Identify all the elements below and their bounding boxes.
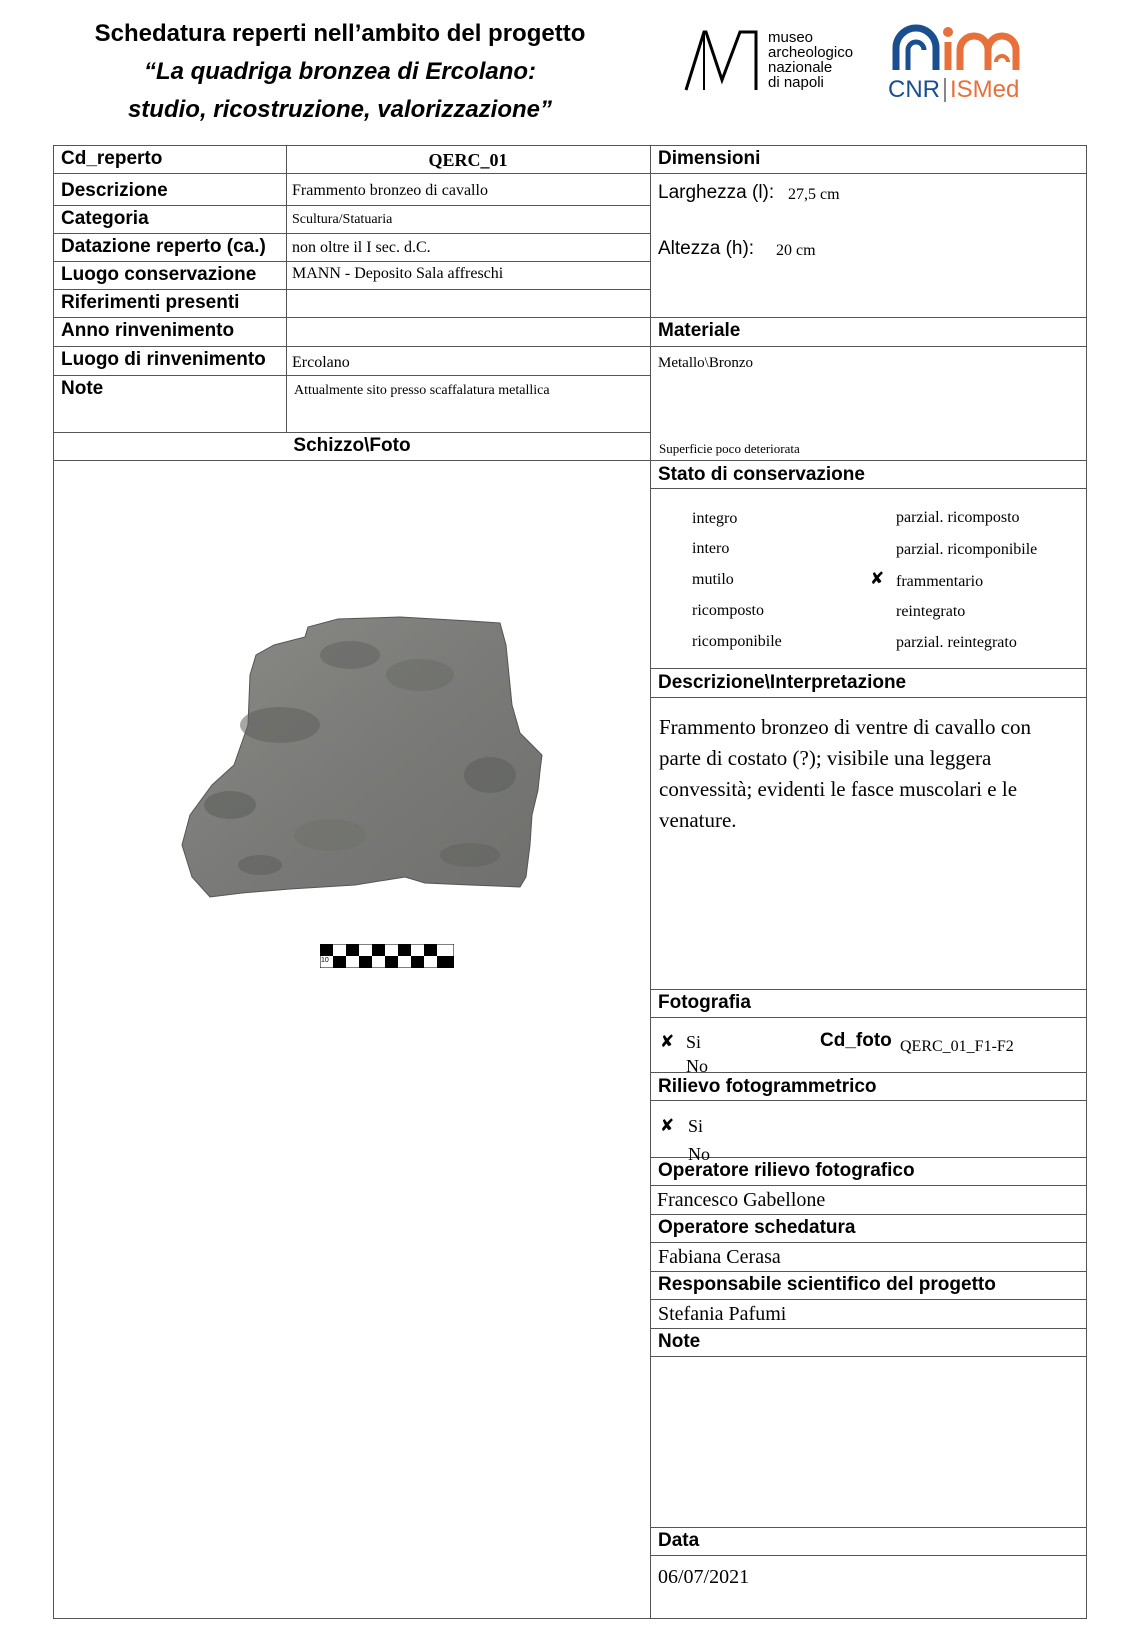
note-left-label: Note (61, 378, 104, 399)
museo-logo-line-2: archeologico (768, 44, 854, 61)
desc-line-4: venature. (659, 808, 737, 832)
anno-rinvenimento-label: Anno rinvenimento (61, 320, 235, 341)
dimensioni-label: Dimensioni (658, 148, 761, 169)
stato-parzial-ricomposto: parzial. ricomposto (896, 509, 1020, 526)
header-title-line-2: “La quadriga bronzea di Ercolano: (143, 58, 537, 85)
materiale-label: Materiale (658, 320, 741, 341)
note-right-label: Note (658, 1331, 701, 1352)
responsabile-value: Stefania Pafumi (658, 1303, 787, 1325)
logo-divider (944, 78, 946, 102)
museo-logo-line-1: museo (768, 29, 814, 46)
header-title-line-1: Schedatura reperti nell’ambito del progetto (94, 20, 586, 47)
descrizione-value: Frammento bronzeo di cavallo (292, 182, 488, 199)
operatore-rilievo-label: Operatore rilievo fotografico (658, 1160, 915, 1181)
data-value: 06/07/2021 (658, 1566, 750, 1588)
ismed-logo-text: ISMed (950, 76, 1020, 103)
operatore-schedatura-label: Operatore schedatura (658, 1217, 856, 1238)
data-label: Data (658, 1530, 700, 1551)
stato-ricomponibile: ricomponibile (692, 633, 782, 650)
stato-integro: integro (692, 510, 738, 527)
museo-logo-line-4: di napoli (768, 74, 824, 91)
datazione-value: non oltre il I sec. d.C. (292, 239, 431, 256)
rilievo-no: No (688, 1144, 710, 1164)
categoria-value: Scultura/Statuaria (292, 212, 393, 227)
scale-bar (320, 944, 454, 968)
frammentario-checkmark-icon[interactable]: ✘ (870, 569, 885, 589)
operatore-schedatura-value: Fabiana Cerasa (658, 1246, 781, 1268)
materiale-value: Metallo\Bronzo (658, 355, 753, 371)
scale-number: 10 (321, 957, 329, 964)
header-title-line-3: studio, ricostruzione, valorizzazione” (127, 96, 553, 123)
larghezza-label: Larghezza (l): (658, 182, 775, 203)
luogo-rinvenimento-value: Ercolano (292, 354, 350, 371)
cnr-ismed-logo (888, 22, 1048, 104)
stato-label: Stato di conservazione (658, 464, 865, 485)
altezza-label: Altezza (h): (658, 238, 755, 259)
stato-ricomposto: ricomposto (692, 602, 764, 619)
rilievo-si-checkmark-icon[interactable]: ✘ (660, 1116, 675, 1136)
desc-line-3: convessità; evidenti le fasce muscolari e le (659, 777, 1018, 801)
cd-foto-label: Cd_foto (820, 1030, 892, 1051)
fotografia-no: No (686, 1056, 708, 1076)
stato-parzial-ricomponibile: parzial. ricomponibile (896, 541, 1038, 558)
responsabile-label: Responsabile scientifico del progetto (658, 1274, 996, 1295)
fotografia-si: Si (686, 1032, 702, 1052)
cd-reperto-label: Cd_reperto (61, 148, 163, 169)
stato-intero: intero (692, 540, 730, 557)
museo-logo (682, 28, 872, 98)
cnr-logo-text: CNR (888, 76, 940, 103)
descrizione-interpretazione-text (659, 712, 1031, 836)
luogo-conservazione-label: Luogo conservazione (61, 264, 257, 285)
scale-unit: cm (347, 957, 357, 964)
operatore-rilievo-value: Francesco Gabellone (657, 1189, 826, 1211)
stato-mutilo: mutilo (692, 571, 734, 588)
rilievo-si: Si (688, 1116, 704, 1136)
stato-reintegrato: reintegrato (896, 603, 966, 620)
descrizione-interpretazione-label: Descrizione\Interpretazione (658, 672, 907, 693)
rilievo-label: Rilievo fotogrammetrico (658, 1076, 877, 1097)
datazione-label: Datazione reperto (ca.) (61, 236, 266, 257)
larghezza-value: 27,5 cm (788, 186, 840, 203)
note-left-value: Attualmente sito presso scaffalatura metallica (294, 383, 550, 398)
riferimenti-label: Riferimenti presenti (61, 292, 240, 313)
museo-logo-line-3: nazionale (768, 59, 833, 76)
museo-m-icon (682, 28, 762, 94)
categoria-label: Categoria (61, 208, 149, 229)
desc-line-2: parte di costato (?); visibile una leggera (659, 746, 992, 770)
altezza-value: 20 cm (776, 242, 816, 259)
cd-reperto-value: QERC_01 (428, 150, 508, 170)
luogo-conservazione-value: MANN - Deposito Sala affreschi (292, 265, 504, 282)
cnr-ismed-mark-icon (888, 22, 1048, 77)
luogo-rinvenimento-label: Luogo di rinvenimento (61, 349, 266, 370)
descrizione-label: Descrizione (61, 180, 168, 201)
desc-line-1: Frammento bronzeo di ventre di cavallo con (659, 715, 1032, 739)
cd-foto-value: QERC_01_F1-F2 (900, 1038, 1014, 1055)
schizzo-foto-label: Schizzo\Foto (293, 435, 411, 456)
stato-parzial-reintegrato: parzial. reintegrato (896, 634, 1017, 651)
fotografia-label: Fotografia (658, 992, 751, 1013)
materiale-note: Superficie poco deteriorata (659, 441, 800, 456)
fotografia-si-checkmark-icon[interactable]: ✘ (660, 1032, 675, 1052)
fragment-photo (170, 615, 570, 915)
stato-frammentario: frammentario (896, 573, 984, 590)
